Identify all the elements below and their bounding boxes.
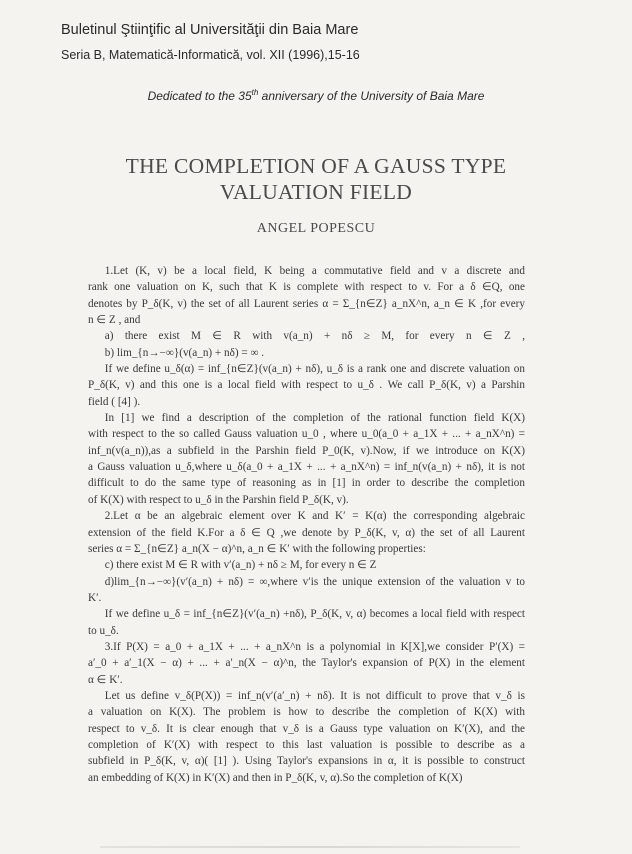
body-line: difficult to do the same type of reasoning as in [1] in order to describe the completion	[88, 477, 525, 490]
dedication-sup: th	[251, 88, 259, 97]
body-line: α ∈ K′.	[88, 673, 123, 686]
body-line: K′.	[88, 591, 102, 604]
body-line: inf_n(v(a_n)),as a subfield in the Parshin field P_0(K, v).Now, if we introduce on K(X)	[88, 444, 525, 457]
body-line: respect to v_δ. It is clear enough that v_δ is a Gauss type valuation on K′(X), and the	[88, 722, 525, 735]
body-line: a Gauss valuation u_δ,where u_δ(a_0 + a_1X + ... + a_nX^n) = inf_n(v(a_n) + nδ), it is not	[88, 461, 525, 474]
title-line-1: THE COMPLETION OF A GAUSS TYPE	[125, 154, 507, 178]
body-line: Let us define v_δ(P(X)) = inf_n(v′(a′_n) + nδ). It is not difficult to prove that v_δ is	[88, 689, 525, 702]
body-line: an embedding of K(X) in K′(X) and then in P_δ(K, v, α).So the completion of K(X)	[88, 771, 463, 784]
body-line: If we define u_δ(α) = inf_{n∈Z}(v(a_n) + nδ), u_δ is a rank one and discrete valuation on	[88, 363, 525, 376]
paper-body	[88, 263, 525, 786]
body-line: subfield in P_δ(K, v, α)( [1] ). Using Taylor's expansions in α, it is possible to construct	[88, 755, 525, 768]
body-line: c) there exist M ∈ R with v′(a_n) + nδ ≥ M, for every n ∈ Z	[88, 559, 377, 572]
series-header: Seria B, Matematică-Informatică, vol. XII (1996),15-16	[61, 48, 360, 62]
dedication-pre: Dedicated to the 35	[147, 89, 252, 103]
body-line: completion of K′(X) with respect to this last valuation is possible to describe as a	[88, 738, 525, 751]
body-line: n ∈ Z , and	[88, 314, 141, 327]
title-line-2: VALUATION FIELD	[219, 180, 413, 204]
body-line: extension of the field K.For a δ ∈ Q ,we denote by P_δ(K, v, α) the set of all Laurent	[88, 526, 525, 539]
body-line: In [1] we find a description of the completion of the rational function field K(X)	[88, 412, 525, 425]
body-line: denotes by P_δ(K, v) the set of all Laurent series α = Σ_{n∈Z} a_nX^n, a_n ∈ K ,for every	[88, 297, 525, 310]
body-line: a valuation on K(X). The problem is how to describe the completion of K(X) with	[88, 706, 525, 719]
dedication-post: anniversary of the University of Baia Mare	[258, 89, 485, 103]
body-line: 3.If P(X) = a_0 + a_1X + ... + a_nX^n is a polynomial in K[X],we consider P′(X) =	[88, 640, 525, 653]
body-line: b) lim_{n→−∞}(v(a_n) + nδ) = ∞ .	[88, 346, 265, 359]
dedication	[0, 88, 632, 103]
body-line: If we define u_δ = inf_{n∈Z}(v′(a_n) +nδ), P_δ(K, v, α) becomes a local field with respect	[88, 608, 525, 621]
body-line: with respect to the so called Gauss valuation u_0 , where u_0(a_0 + a_1X + ... + a_nX^n) =	[88, 428, 525, 441]
body-line: 2.Let α be an algebraic element over K and K′ = K(α) the corresponding algebraic	[88, 510, 525, 523]
body-line: P_δ(K, v) and this one is a local field with respect to u_δ . We call P_δ(K, v) a Parshin	[88, 379, 525, 392]
scan-artifact	[100, 846, 520, 848]
body-line: a′_0 + a′_1(X − α) + ... + a′_n(X − α)^n, the Taylor's expansion of P(X) in the element	[88, 657, 525, 670]
body-line: rank one valuation on K, such that K is complete with respect to v. For a δ ∈Q, one	[88, 281, 525, 294]
paper-title	[0, 153, 632, 205]
journal-header: Buletinul Ştiinţific al Universităţii din Baia Mare	[61, 22, 359, 38]
body-line: of K(X) with respect to u_δ in the Parshin field P_δ(K, v).	[88, 493, 349, 506]
body-line: d)lim_{n→−∞}(v′(a_n) + nδ) = ∞,where v′is the unique extension of the valuation v to	[88, 575, 525, 588]
author-name: ANGEL POPESCU	[256, 221, 376, 236]
body-line: 1.Let (K, v) be a local field, K being a commutative field and v a discrete and	[88, 265, 525, 277]
body-line: to u_δ.	[88, 624, 119, 637]
body-line: series α = Σ_{n∈Z} a_n(X − α)^n, a_n ∈ K′ with the following properties:	[88, 542, 426, 555]
body-line: field ( [4] ).	[88, 395, 141, 408]
body-line: a) there exist M ∈ R with v(a_n) + nδ ≥ M, for every n ∈ Z ,	[88, 330, 525, 343]
